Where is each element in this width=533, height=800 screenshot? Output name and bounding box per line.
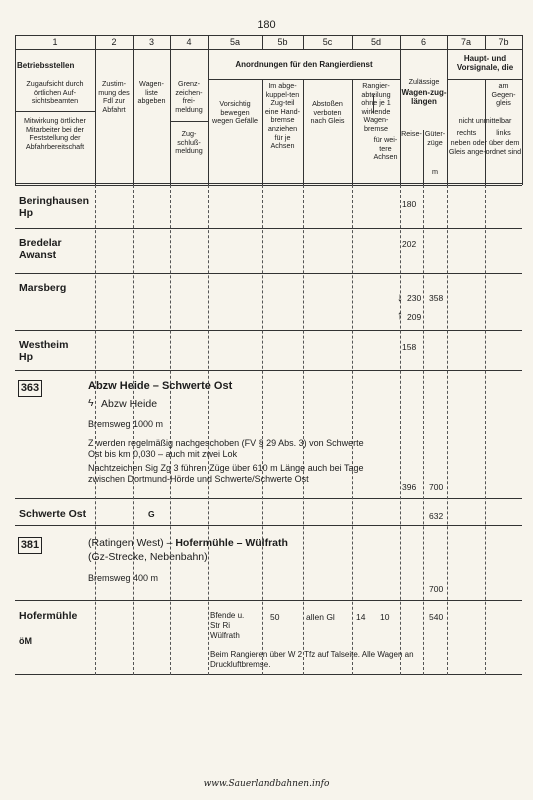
guide-line xyxy=(133,185,134,675)
gueter-length: 632 xyxy=(429,511,444,521)
colnum-line xyxy=(15,49,522,50)
route-number-box: 363 xyxy=(18,380,42,397)
header-6-gueter: Güter- xyxy=(424,129,446,138)
arrow-down-icon: ↓ xyxy=(397,290,403,304)
header-7a: rechts xyxy=(456,128,477,137)
col-line xyxy=(95,35,96,185)
hofermuehle-note: Beim Rangieren über W 2 Tfz auf Talseite. Alle Wagen an Druckluftbremse. xyxy=(210,650,414,669)
route-subtitle: (Gz-Strecke, Nebenbahn) xyxy=(88,551,208,563)
station-beringhausen: Beringhausen Hp xyxy=(19,195,90,219)
station-schwerte-ost: Schwerte Ost xyxy=(19,508,87,520)
header-7-title: Haupt- und Vorsignale, die xyxy=(456,54,514,72)
route-note-2: Nachtzeichen Sig Zg 3 führen Züge über 610 m Länge auch bei Tage zwischen Dortmund-Hörde und Schwerte/Schwerte Ost xyxy=(88,463,364,484)
header-mitwirkung: Mitwirkung örtlicher Mitarbeiter bei der Feststellung der Abfahrbereitschaft xyxy=(24,116,86,151)
gueter-length: 700 xyxy=(429,584,444,594)
col-num-6: 6 xyxy=(420,37,426,47)
schwerte-c2: G xyxy=(148,509,155,519)
station-westheim: Westheim Hp xyxy=(19,339,69,363)
brake-distance: Bremsweg 400 m xyxy=(88,573,159,583)
col-line xyxy=(133,35,134,185)
row-separator xyxy=(15,228,522,229)
col-num-5d: 5d xyxy=(370,37,381,47)
header-5b: Im abge-kuppel-ten Zug-teil eine Hand-bremse anziehen für je Achsen xyxy=(264,81,301,151)
col-line xyxy=(170,35,171,185)
row-line xyxy=(15,185,522,186)
table-top-line xyxy=(15,35,522,36)
guide-line xyxy=(262,185,263,675)
route-title: (Ratingen West) – Hofermühle – Wülfrath xyxy=(88,537,288,549)
guide-line xyxy=(485,185,486,675)
guide-line xyxy=(400,185,401,675)
header-5d-lower: für wei-tere Achsen xyxy=(373,135,398,162)
lightning-icon: ϟ xyxy=(88,397,94,409)
route-subtitle: Abzw Heide xyxy=(101,398,158,410)
header-7b-links: links xyxy=(496,128,511,137)
guide-line xyxy=(423,185,424,675)
col-line xyxy=(522,35,523,185)
col-line xyxy=(15,35,16,185)
header-7b-upper: am Gegen-gleis xyxy=(491,81,516,108)
header-6-small: Zulässige xyxy=(408,77,440,86)
col-line xyxy=(447,35,448,185)
arrow-up-icon: ↑ xyxy=(397,308,403,322)
page-number: 180 xyxy=(257,19,276,31)
col-num-1: 1 xyxy=(52,37,58,47)
c1-divider xyxy=(15,111,95,112)
header-betriebsstellen: Betriebsstellen xyxy=(17,61,75,70)
header-6-reise: Reise- xyxy=(401,129,422,138)
reise-length: 230 xyxy=(407,293,422,303)
gueter-length: 540 xyxy=(429,612,444,622)
gueter-length: 700 xyxy=(429,482,444,492)
header-6-zuege: züge xyxy=(427,138,443,147)
footer-url: www.Sauerlandbahnen.info xyxy=(203,779,330,789)
route-number-box: 381 xyxy=(18,537,42,554)
guide-line xyxy=(170,185,171,675)
row-separator xyxy=(15,498,522,499)
col-line xyxy=(208,35,209,185)
reise-length: 396 xyxy=(402,482,417,492)
col-num-3: 3 xyxy=(148,37,154,47)
header-5c: Abstoßen verboten nach Gleis xyxy=(310,99,345,126)
header-grenzzeichen: Grenz-zeichen-frei-meldung xyxy=(175,79,203,114)
hofermuehle-5b: 50 xyxy=(270,612,280,622)
header-5a: Vorsichtig bewegen wegen Gefälle xyxy=(212,99,258,126)
c4-divider xyxy=(170,121,208,122)
row-separator xyxy=(15,370,522,371)
col-line xyxy=(400,35,401,185)
gueter-length: 358 xyxy=(429,293,444,303)
hofermuehle-5d-2: 10 xyxy=(380,612,390,622)
station-marsberg: Marsberg xyxy=(19,282,67,294)
guide-line xyxy=(208,185,209,675)
guide-line xyxy=(303,185,304,675)
col-line xyxy=(352,79,353,185)
reise-length: 209 xyxy=(407,312,422,322)
row-separator xyxy=(15,674,522,675)
c5-divider xyxy=(208,79,400,80)
row-separator xyxy=(15,600,522,601)
reise-length: 180 xyxy=(402,199,417,209)
header-5d-upper: Rangier-abteilung ohne je 1 wirkende Wagen-bremse xyxy=(361,81,391,133)
col-num-4: 4 xyxy=(186,37,192,47)
col-num-5b: 5b xyxy=(277,37,288,47)
reise-length: 158 xyxy=(402,342,417,352)
row-separator xyxy=(15,525,522,526)
col-line xyxy=(303,79,304,185)
row-separator xyxy=(15,273,522,274)
station-hofermuehle: Hofermühle xyxy=(19,610,78,622)
col-num-7b: 7b xyxy=(498,37,509,47)
station-bredelar: Bredelar Awanst xyxy=(19,237,62,261)
hofermuehle-5c: allen Gl xyxy=(306,612,335,622)
col-num-7a: 7a xyxy=(460,37,471,47)
header-zugaufsicht: Zugaufsicht durch örtlichen Auf-sichtsbeamten xyxy=(26,79,84,106)
guide-line xyxy=(447,185,448,675)
hofermuehle-5d-1: 14 xyxy=(356,612,366,622)
header-7-lower: neben oder über dem Gleis ange-ordnet sind xyxy=(448,138,522,156)
header-zustimmung: Zustim-mung des Fdl zur Abfahrt xyxy=(98,79,130,114)
hofermuehle-5a: Bfende u. Str Ri Wülfrath xyxy=(210,611,245,640)
guide-line xyxy=(95,185,96,675)
row-separator xyxy=(15,330,522,331)
header-7-mid: nicht unmittelbar xyxy=(458,116,512,125)
header-6-title: Wagen-zug-längen xyxy=(401,88,447,106)
header-6-unit: m xyxy=(432,167,438,176)
guide-line xyxy=(352,185,353,675)
route-note-1: Z werden regelmäßig nachgeschoben (FV § 29 Abs. 3) von Schwerte Ost bis km 0,030 – auch mit zwei Lok xyxy=(88,438,364,459)
header-zugschluss: Zug-schluß-meldung xyxy=(175,129,203,156)
route-title: Abzw Heide – Schwerte Ost xyxy=(88,380,233,392)
header-bottom-line xyxy=(15,183,522,184)
reise-length: 202 xyxy=(402,239,417,249)
col-num-2: 2 xyxy=(111,37,117,47)
col-num-5a: 5a xyxy=(229,37,240,47)
col-line xyxy=(262,79,263,185)
col-num-5c: 5c xyxy=(322,37,333,47)
station-hofermuehle-om: öM xyxy=(19,636,32,646)
header-wagenliste: Wagen-liste abgeben xyxy=(137,79,166,106)
header-rangierdienst: Anordnungen für den Rangierdienst xyxy=(235,60,373,69)
brake-distance: Bremsweg 1000 m xyxy=(88,419,164,429)
